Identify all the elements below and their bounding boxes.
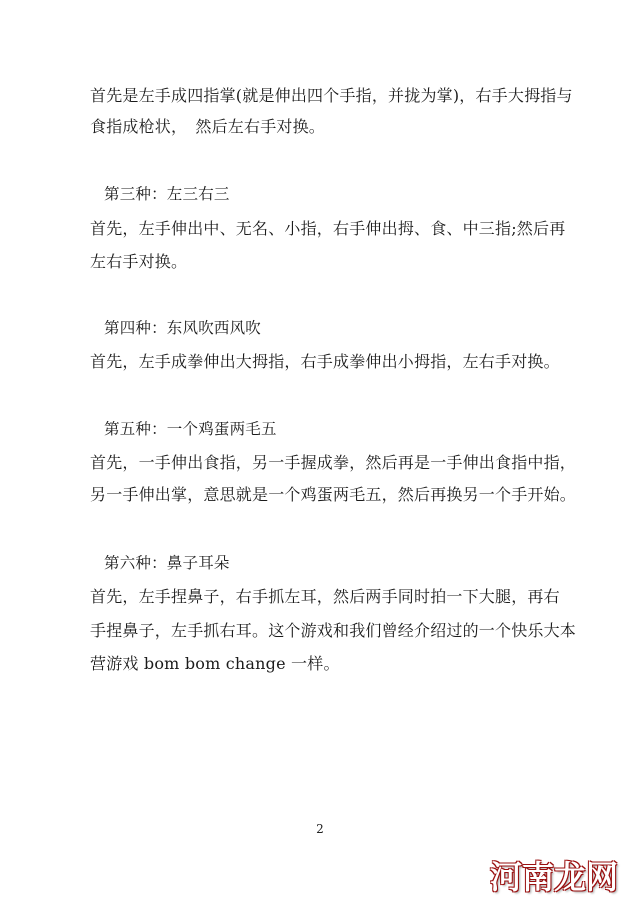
page-number: 2 [316,822,324,836]
paragraph-line: 首先是左手成四指掌(就是伸出四个手指，并拢为掌)，右手大拇指与 [90,86,573,105]
section-heading: 第五种：一个鸡蛋两毛五 [104,420,277,438]
section-heading: 第六种：鼻子耳朵 [104,554,230,572]
paragraph-line: 另一手伸出掌，意思就是一个鸡蛋两毛五，然后再换另一个手开始。 [90,485,577,504]
site-watermark: 河南龙网 [489,858,618,896]
paragraph-line: 食指成枪状， 然后左右手对换。 [90,117,326,136]
paragraph-line: 营游戏 bom bom change 一样。 [90,654,340,673]
paragraph-line: 左右手对换。 [90,252,188,271]
paragraph-line: 首先，左手伸出中、无名、小指，右手伸出拇、食、中三指;然后再 [90,219,566,238]
paragraph-line: 手捏鼻子，左手抓右耳。这个游戏和我们曾经介绍过的一个快乐大本 [90,621,577,640]
section-heading: 第四种：东风吹西风吹 [104,319,262,337]
paragraph-line: 首先，左手捏鼻子，右手抓左耳，然后两手同时拍一下大腿，再右 [90,587,560,606]
paragraph-line: 首先，左手成拳伸出大拇指，右手成拳伸出小拇指，左右手对换。 [90,352,560,371]
section-heading: 第三种：左三右三 [104,185,230,203]
paragraph-line: 首先，一手伸出食指，另一手握成拳，然后再是一手伸出食指中指， [90,453,577,472]
